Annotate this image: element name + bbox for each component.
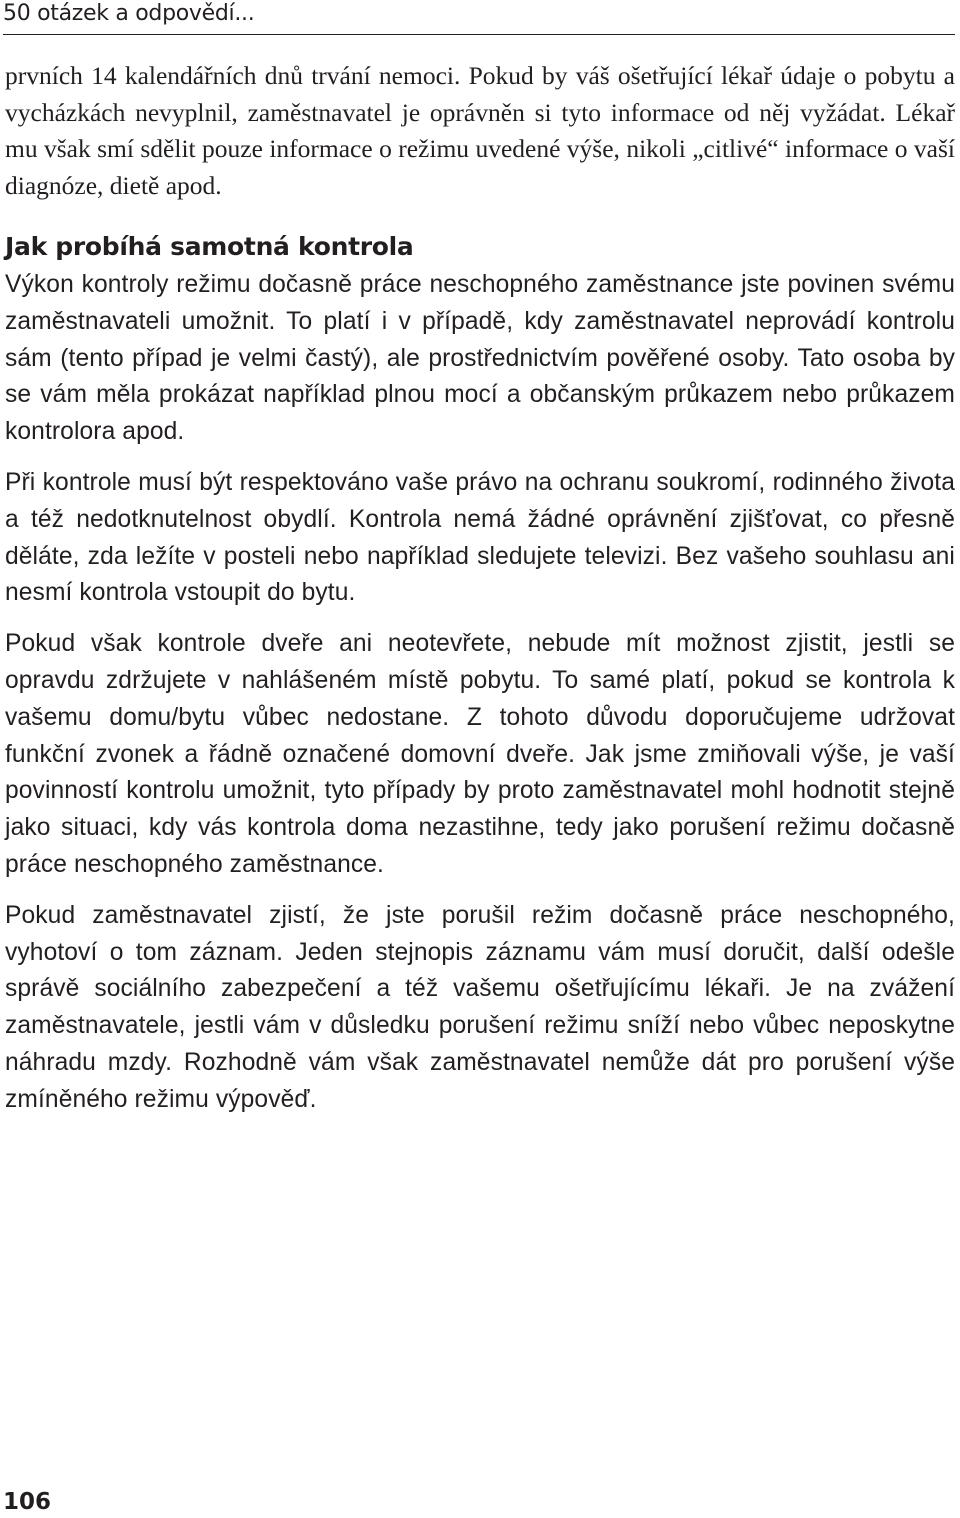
body-paragraph: Pokud zaměstnavatel zjistí, že jste porušil režim dočasně práce neschopného, vyhotoví o tom záznam. Jeden stejnopis záznamu vám musí doručit, další odešle správě sociálního zabezpečení a též vašemu ošetřujícímu lékaři. Je na zvážení zaměstnavatele, jestli vám v důsledku porušení režimu sníží nebo vůbec neposkytne náhradu mzdy. Rozhodně vám však zaměstnavatel nemůže dát pro porušení výše zmíněného režimu výpověď.: [5, 901, 955, 1113]
body-paragraph: Při kontrole musí být respektováno vaše právo na ochranu soukromí, rodinného života a též nedotknutelnost obydlí. Kontrola nemá žádné oprávnění zjišťovat, co přesně děláte, zda ležíte v posteli nebo například sledujete televizi. Bez vašeho souhlasu ani nesmí kontrola vstoupit do bytu.: [5, 468, 955, 607]
body-paragraph: Výkon kontroly režimu dočasně práce neschopného zaměstnance jste povinen svému zaměstnavateli umožnit. To platí i v případě, kdy zaměstnavatel neprovádí kontrolu sám (tento případ je velmi častý), ale prostřednictvím pověřené osoby. Tato osoba by se vám měla prokázat například plnou mocí a občanským průkazem nebo průkazem kontrolora apod.: [5, 271, 955, 446]
body-paragraph: Pokud však kontrole dveře ani neotevřete, nebude mít možnost zjistit, jestli se opravdu zdržujete v nahlášeném místě pobytu. To samé platí, pokud se kontrola k vašemu domu/bytu vůbec nedostane. Z tohoto důvodu doporučujeme udržovat funkční zvonek a řádně označené domovní dveře. Jak jsme zmiňovali výše, je vaší povinností kontrolu umožnit, tyto případy by proto zaměstnavatel mohl hodnotit stejně jako situaci, kdy vás kontrola doma nezastihne, tedy jako porušení režimu dočasně práce neschopného zaměstnance.: [5, 630, 955, 878]
page-body: [5, 58, 955, 1133]
page-number: 106: [3, 1489, 52, 1515]
running-header: [3, 0, 955, 35]
section-heading: Jak probíhá samotná kontrola: [5, 232, 414, 261]
intro-paragraph: prvních 14 kalendářních dnů trvání nemoci. Pokud by váš ošetřující lékař údaje o pobytu a vycházkách nevyplnil, zaměstnavatel je oprávněn si tyto informace od něj vyžádat. Lékař mu však smí sdělit pouze informace o režimu uvedené výše, nikoli „citlivé“ informace o vaší diagnóze, dietě apod.: [5, 61, 955, 200]
running-title: 50 otázek a odpovědí...: [3, 1, 255, 26]
